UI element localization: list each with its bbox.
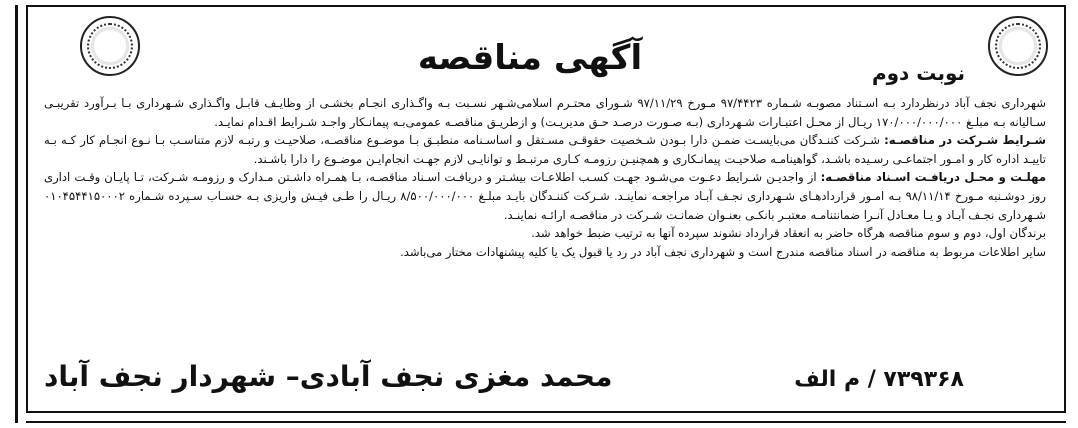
bottom-rule [26, 421, 1066, 423]
mayor-signature: محمد مغزی نجف آبادی– شهردار نجف آباد [44, 360, 613, 393]
deadline-paragraph [44, 168, 1046, 224]
municipality-seal-left-icon [80, 16, 140, 76]
notice-title: آگهی مناقصه [417, 38, 643, 78]
ad-code: ۷۳۹۳۶۸ / م الف [794, 367, 964, 392]
municipality-seal-right-icon [988, 16, 1048, 76]
intro-paragraph: شهرداری نجف آباد درنظردارد بـه اسـتناد مصوبـه شـماره ۹۷/۴۴۲۳ مـورخ ۹۷/۱۱/۲۹ شـورای محتـرم اسلامی‌شـهر نسـبت بـه واگـذاری انجـام بخشـی از وظایـف قابـل واگـذاری شـهرداری بـا بـرآورد تقریبـی سـالیانه بـه مبلـغ ۱۷۰/۰۰۰/۰۰۰/۰۰۰ ریـال از محـل اعتبـارات شـهرداری (بـه صـورت درصـد حـق مدیریـت) و ازطریـق مناقصـه عمومی‌بـه پیمانـکار واجـد شـرایط اقـدام نمایـد. [44, 96, 1046, 129]
deadline-text: از واجدیـن شـرایط دعـوت می‌شـود جهـت کسـب اطلاعـات بیشـتر و دریافـت اسـناد مناقصـه، بـا همـراه داشـتن مـدارک و رزومـه شـرکت، تـا پایـان وقـت اداری روز دوشـنبه مـورخ ۹۸/۱۱/۱۴ بـه امـور قراردادهـای شـهرداری نجـف آبـاد مراجعـه نماینـد. شـرکت کننـدگان بایـد مبلـغ ۸/۵۰۰/۰۰۰/۰۰۰ ریـال را طـی فیـش واریزی بـه حسـاب سـپرده شـماره ۰۱۰۴۵۴۴۱۵۰۰۰۲ شـهرداری نجـف آبـاد و یـا معـادل آنـرا ضمانتنامـه معتبـر بانکـی بعنـوان ضمانـت شـرکت در مناقصـه ارائـه نماینـد. [44, 170, 1046, 222]
page-edge-rule [15, 5, 18, 423]
other-info-paragraph: سایر اطلاعات مربوط به مناقصه در اسناد مناقصه مندرج است و شهرداری نجف آباد در رد یا قبول یک یا کلیه پیشنهادات مختار می‌باشد. [400, 244, 1046, 259]
participation-paragraph [44, 131, 1046, 168]
notice-turn-label: نوبت دوم [871, 61, 965, 85]
deadline-heading: مهلـت و محـل دریافـت اسـناد مناقصـه: [820, 170, 1046, 185]
participation-text: شـرکت کننـدگان می‌بایسـت ضمـن دارا بـودن شـخصیت حقوقـی مسـتقل و اساسـنامه منطبـق بـا موضـوع مناقصـه، صلاحیـت و رتبـه لازم متناسـب بـا نـوع انجـام کار کـه بـه تاییـد اداره کار و امـور اجتماعـی رسـیده باشـد، گواهینامـه صلاحیـت پیمانـکاری و همچنیـن رزومـه کـاری مرتبـط و توانایـی لازم جهـت انجام‌ایـن موضـوع را دارا باشـند. [44, 133, 1046, 166]
participation-heading: شـرایط شـرکت در مناقصـه: [884, 133, 1046, 148]
winners-paragraph: برندگان اول، دوم و سوم مناقصه هرگاه حاضر به انعقاد قرارداد نشوند سپرده آنها به ترتیب ضبط خواهد شد. [531, 226, 1046, 241]
notice-body [44, 94, 1046, 261]
